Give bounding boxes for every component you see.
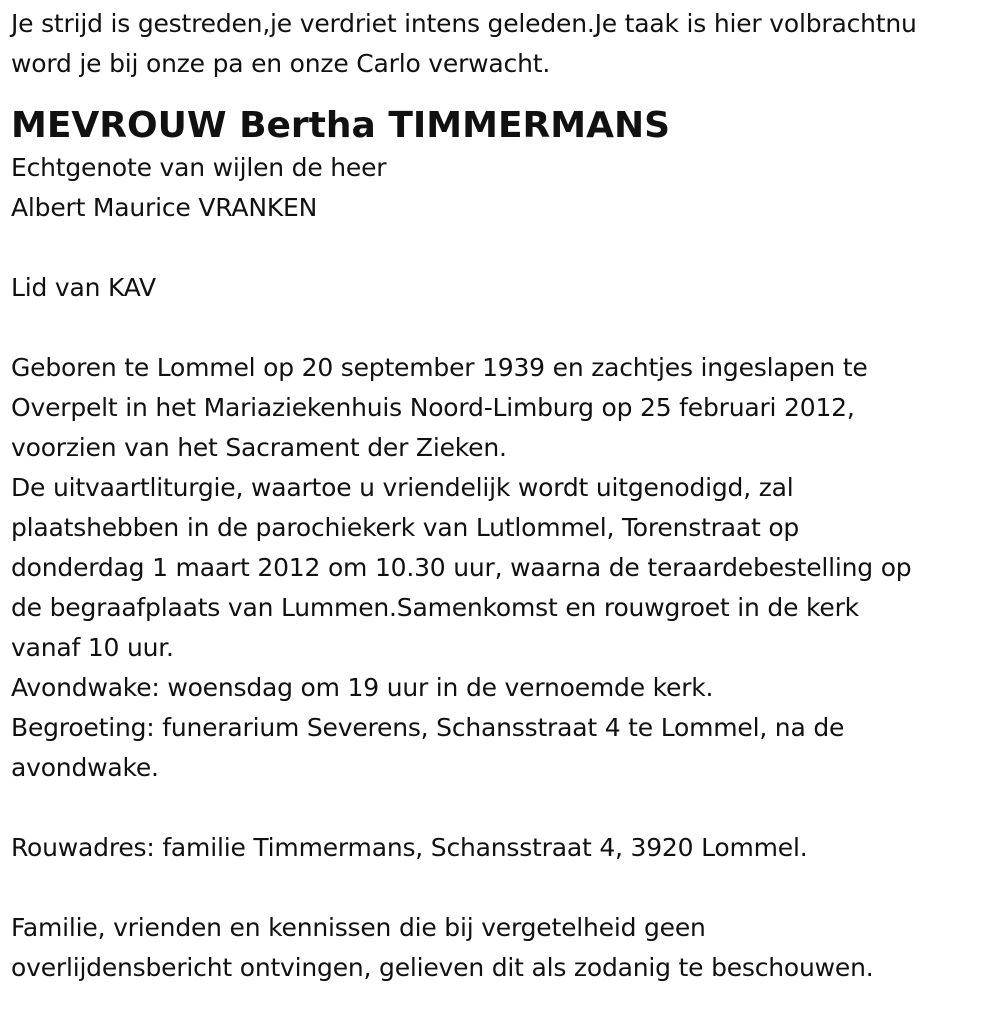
detail-line: Geboren te Lommel op 20 september 1939 en zachtjes ingeslapen te [11, 353, 868, 382]
spouse-line: Echtgenote van wijlen de heer [11, 153, 387, 182]
closing-line: overlijdensbericht ontvingen, gelieven dit als zodanig te beschouwen. [11, 953, 874, 982]
funeral-details [11, 348, 996, 788]
detail-line: avondwake. [11, 753, 159, 782]
spouse-line: Albert Maurice VRANKEN [11, 193, 318, 222]
spouse-info [11, 148, 996, 228]
detail-line: Avondwake: woensdag om 19 uur in de vernoemde kerk. [11, 673, 714, 702]
membership: Lid van KAV [11, 273, 156, 302]
intro-line: Je strijd is gestreden,je verdriet intens geleden.Je taak is hier volbrachtnu [11, 9, 917, 38]
detail-line: plaatshebben in de parochiekerk van Lutlommel, Torenstraat op [11, 513, 800, 542]
blank-line [11, 788, 996, 828]
blank-line [11, 308, 996, 348]
obituary-document [11, 4, 996, 988]
detail-line: vanaf 10 uur. [11, 633, 174, 662]
deceased-name: MEVROUW Bertha TIMMERMANS [11, 105, 671, 146]
blank-line [11, 228, 996, 268]
blank-line [11, 868, 996, 908]
intro-line: word je bij onze pa en onze Carlo verwacht. [11, 49, 551, 78]
mourning-address: Rouwadres: familie Timmermans, Schansstraat 4, 3920 Lommel. [11, 833, 808, 862]
detail-line: Overpelt in het Mariaziekenhuis Noord-Limburg op 25 februari 2012, [11, 393, 855, 422]
closing-line: Familie, vrienden en kennissen die bij vergetelheid geen [11, 913, 706, 942]
detail-line: De uitvaartliturgie, waartoe u vriendelijk wordt uitgenodigd, zal [11, 473, 794, 502]
closing-note [11, 908, 996, 988]
intro-verse [11, 4, 996, 84]
detail-line: donderdag 1 maart 2012 om 10.30 uur, waarna de teraardebestelling op [11, 553, 912, 582]
detail-line: Begroeting: funerarium Severens, Schansstraat 4 te Lommel, na de [11, 713, 845, 742]
detail-line: voorzien van het Sacrament der Zieken. [11, 433, 507, 462]
detail-line: de begraafplaats van Lummen.Samenkomst en rouwgroet in de kerk [11, 593, 859, 622]
